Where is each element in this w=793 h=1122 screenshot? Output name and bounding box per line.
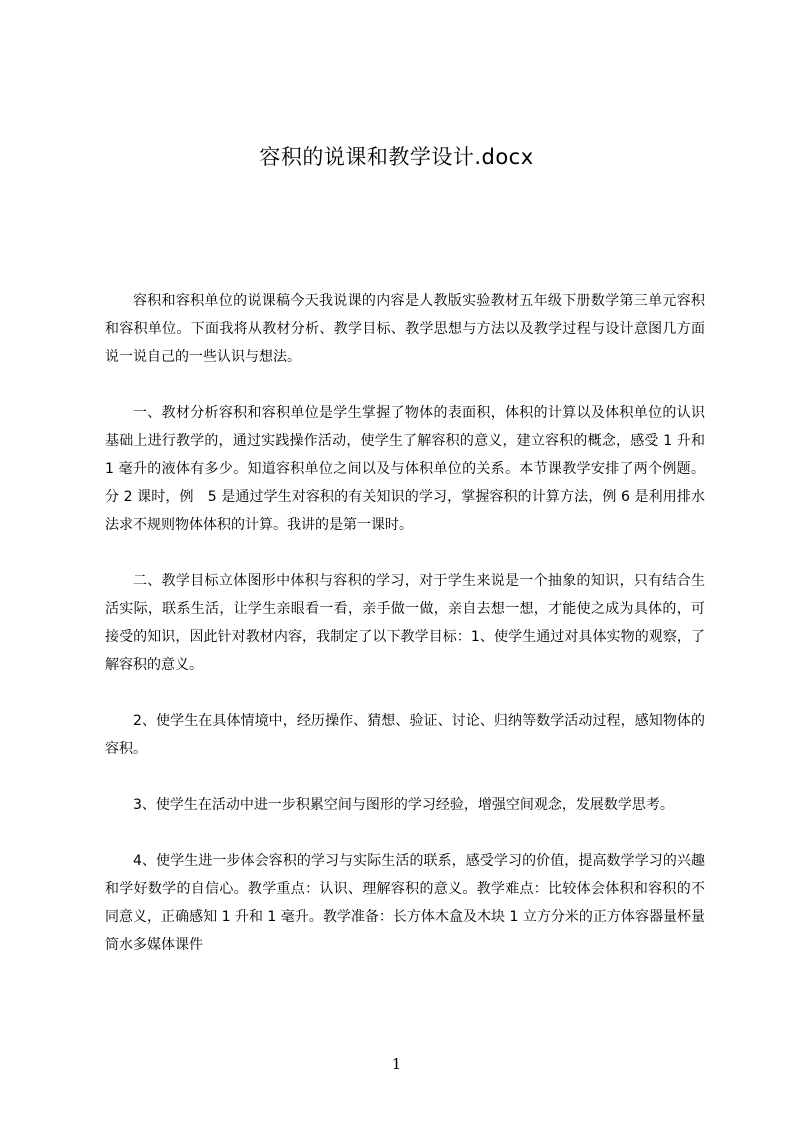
document-title: 容积的说课和教学设计.docx	[259, 145, 534, 169]
paragraph-goal-4: 4、使学生进一步体会容积的学习与实际生活的联系，感受学习的价值，提高数学学习的兴趣和学好数学的自信心。教学重点：认识、理解容积的意义。教学难点：比较体会体积和容积的不同意义，正确感知 1 升和 1 毫升。教学准备：长方体木盒及木块 1 立方分米的正方体容器量杯量筒水多媒体课件	[105, 853, 705, 953]
page-number: 1	[391, 1055, 402, 1073]
paragraph-teaching-goals: 二、教学目标立体图形中体积与容积的学习，对于学生来说是一个抽象的知识，只有结合生活实际，联系生活，让学生亲眼看一看，亲手做一做，亲自去想一想，才能使之成为具体的，可接受的知识，因此针对教材内容，我制定了以下教学目标：1、使学生通过对具体实物的观察，了解容积的意义。	[105, 573, 705, 673]
paragraph-intro: 容积和容积单位的说课稿今天我说课的内容是人教版实验教材五年级下册数学第三单元容积和容积单位。下面我将从教材分析、教学目标、教学思想与方法以及教学过程与设计意图几方面说一说自己的一些认识与想法。	[105, 293, 705, 365]
paragraph-goal-2: 2、使学生在具体情境中，经历操作、猜想、验证、讨论、归纳等数学活动过程，感知物体的容积。	[105, 713, 705, 757]
paragraph-goal-3: 3、使学生在活动中进一步积累空间与图形的学习经验，增强空间观念，发展数学思考。	[133, 797, 674, 813]
paragraph-material-analysis: 一、教材分析容积和容积单位是学生掌握了物体的表面积，体积的计算以及体积单位的认识基础上进行教学的，通过实践操作活动，使学生了解容积的意义，建立容积的概念，感受 1 升和 1 毫升的液体有多少。知道容积单位之间以及与体积单位的关系。本节课教学安排了两个例题。分 2 课时，例 5 是通过学生对容积的有关知识的学习，掌握容积的计算方法，例 6 是利用排水法求不规则物体体积的计算。我讲的是第一课时。	[105, 405, 705, 533]
document-body	[105, 287, 705, 987]
